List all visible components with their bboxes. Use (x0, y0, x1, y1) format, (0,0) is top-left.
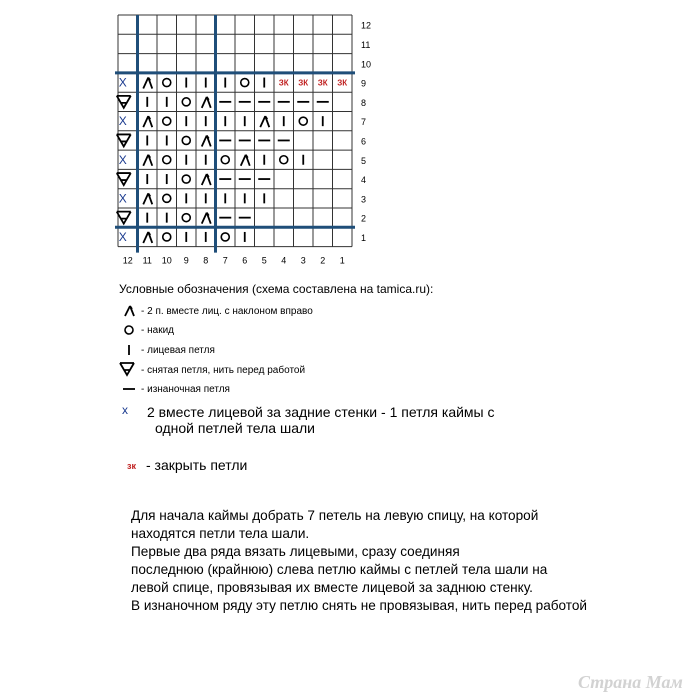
row-number: 5 (361, 155, 367, 166)
yarn-over (221, 156, 229, 164)
k2tog-right (143, 78, 152, 89)
cross-label-line1: 2 вместе лицевой за задние стенки - 1 петля каймы с (147, 404, 495, 420)
yarn-over (163, 233, 171, 241)
bind-off-label: - закрыть петли (146, 457, 248, 473)
yarn-over (182, 98, 190, 106)
col-number: 6 (242, 255, 248, 266)
yarn-over (299, 117, 307, 125)
col-number: 10 (161, 255, 172, 266)
col-number: 5 (261, 255, 267, 266)
instruction-line: последнюю (крайнюю) слева петлю каймы с петлей тела шали на (131, 562, 548, 577)
bind-off: ЗК (278, 78, 289, 88)
cross-label-line2: одной петлей тела шали (155, 420, 315, 436)
yarn-over (163, 156, 171, 164)
yarn-over (182, 136, 190, 144)
col-number: 3 (300, 255, 306, 266)
cross-stitch: X (118, 152, 127, 167)
instruction-line: В изнаночном ряду эту петлю снять не провязывая, нить перед работой (131, 598, 588, 613)
k2tog-right (143, 116, 152, 127)
k2tog-right-icon (122, 304, 136, 318)
legend-item-label: - накид (141, 325, 174, 336)
row-number: 12 (361, 20, 372, 31)
row-number: 2 (361, 213, 367, 224)
cross-stitch: X (118, 229, 127, 244)
yarn-over (182, 214, 190, 222)
instruction-line: находятся петли тела шали. (131, 526, 310, 541)
row-number: 10 (361, 59, 372, 70)
k2tog-right (202, 174, 211, 185)
instruction-line: Для начала каймы добрать 7 петель на левую спицу, на которой (131, 508, 539, 523)
slip-stitch-icon (118, 361, 136, 377)
slip-stitch (117, 134, 131, 146)
row-number: 1 (361, 232, 367, 243)
col-number: 9 (183, 255, 189, 266)
k2tog-right (143, 232, 152, 243)
col-number: 2 (320, 255, 326, 266)
legend-title: Условные обозначения (схема составлена на tamica.ru): (119, 282, 434, 296)
purl-stitch-icon (122, 382, 136, 396)
yarn-over (163, 79, 171, 87)
slip-stitch (117, 173, 131, 185)
yarn-over (163, 117, 171, 125)
col-number: 1 (339, 255, 345, 266)
bind-off-symbol: зк (127, 461, 136, 471)
yarn-over (241, 79, 249, 87)
legend-item-label: - 2 п. вместе лиц. с наклоном вправо (141, 306, 313, 317)
k2tog-right (241, 155, 250, 166)
yarn-over (280, 156, 288, 164)
row-number: 6 (361, 136, 367, 147)
col-number: 11 (142, 255, 152, 266)
slip-stitch (117, 212, 131, 224)
legend-item-label: - изнаночная петля (141, 384, 230, 395)
row-number: 4 (361, 175, 367, 186)
legend-item-label: - лицевая петля (141, 345, 215, 356)
row-number: 7 (361, 117, 367, 128)
k2tog-right (202, 97, 211, 108)
col-number: 4 (281, 255, 287, 266)
cross-stitch: X (118, 114, 127, 129)
row-number: 8 (361, 97, 367, 108)
cross-symbol: x (122, 403, 128, 417)
k2tog-right (143, 193, 152, 204)
col-number: 8 (203, 255, 209, 266)
row-number: 3 (361, 194, 367, 205)
col-number: 12 (122, 255, 133, 266)
legend-item-label: - снятая петля, нить перед работой (141, 365, 306, 376)
k2tog-right (202, 213, 211, 224)
bind-off: ЗК (298, 78, 309, 88)
yarn-over (163, 194, 171, 202)
watermark: Страна Мам (578, 672, 683, 692)
instruction-line: Первые два ряда вязать лицевыми, сразу соединяя (131, 544, 460, 559)
cross-stitch: X (118, 191, 127, 206)
cross-stitch: X (118, 75, 127, 90)
yarn-over (221, 233, 229, 241)
row-number: 11 (361, 39, 371, 50)
row-number: 9 (361, 78, 367, 89)
knitting-chart (0, 0, 687, 280)
bind-off: ЗК (317, 78, 328, 88)
k2tog-right (260, 116, 269, 127)
bind-off: ЗК (337, 78, 348, 88)
slip-stitch (117, 96, 131, 108)
instruction-line: левой спице, провязывая их вместе лицевой за заднюю стенку. (131, 580, 533, 595)
k2tog-right (143, 155, 152, 166)
yarn-over-icon (122, 323, 136, 337)
k2tog-right (202, 135, 211, 146)
knit-stitch-icon (122, 343, 136, 357)
col-number: 7 (222, 255, 228, 266)
yarn-over (182, 175, 190, 183)
